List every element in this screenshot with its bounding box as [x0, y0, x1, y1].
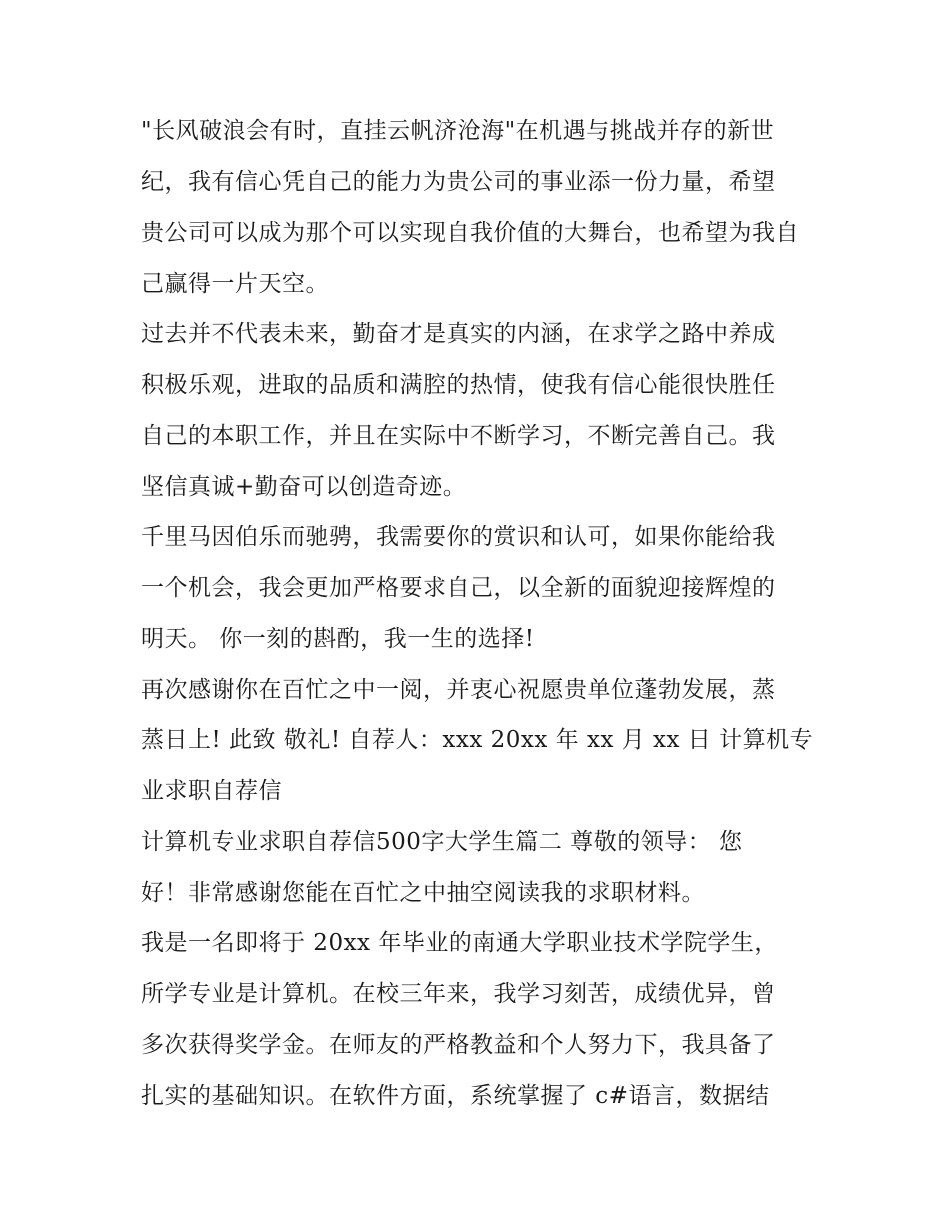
text-line: 多次获得奖学金。在师友的严格教益和个人努力下，我具备了 — [141, 1032, 776, 1058]
text-line: 业求职自荐信 — [141, 778, 282, 804]
text-line: 自己的本职工作，并且在实际中不断学习，不断完善自己。我 — [141, 423, 776, 449]
text-line: 所学专业是计算机。在校三年来，我学习刻苦，成绩优异，曾 — [141, 981, 776, 1007]
text-line: 千里马因伯乐而驰骋，我需要你的赏识和认可，如果你能给我 — [141, 524, 776, 550]
text-line: 己赢得一片天空。 — [141, 271, 329, 297]
text-line: 过去并不代表未来，勤奋才是真实的内涵，在求学之路中养成 — [141, 321, 776, 347]
text-line: 积极乐观，进取的品质和满腔的热情，使我有信心能很快胜任 — [141, 372, 776, 398]
text-line: 好！非常感谢您能在百忙之中抽空阅读我的求职材料。 — [141, 880, 705, 906]
text-line: 坚信真诚+勤奋可以创造奇迹。 — [141, 474, 467, 500]
text-line: 一个机会，我会更加严格要求自己，以全新的面貌迎接辉煌的 — [141, 575, 776, 601]
text-line: "长风破浪会有时，直挂云帆济沧海"在机遇与挑战并存的新世 — [141, 118, 775, 144]
text-line: 我是一名即将于 20xx 年毕业的南通大学职业技术学院学生， — [141, 930, 778, 956]
text-line: 蒸日上! 此致 敬礼! 自荐人：xxx 20xx 年 xx 月 xx 日 计算机专 — [141, 727, 814, 753]
text-line: 再次感谢你在百忙之中一阅，并衷心祝愿贵单位蓬勃发展，蒸 — [141, 677, 776, 703]
text-line: 计算机专业求职自荐信500字大学生篇二 尊敬的领导： 您 — [141, 829, 743, 855]
text-line: 明天。 你一刻的斟酌，我一生的选择! — [141, 626, 535, 652]
text-line: 纪，我有信心凭自己的能力为贵公司的事业添一份力量，希望 — [141, 169, 776, 195]
text-line: 扎实的基础知识。在软件方面，系统掌握了 c#语言，数据结 — [141, 1083, 770, 1109]
text-line: 贵公司可以成为那个可以实现自我价值的大舞台，也希望为我自 — [141, 220, 799, 246]
